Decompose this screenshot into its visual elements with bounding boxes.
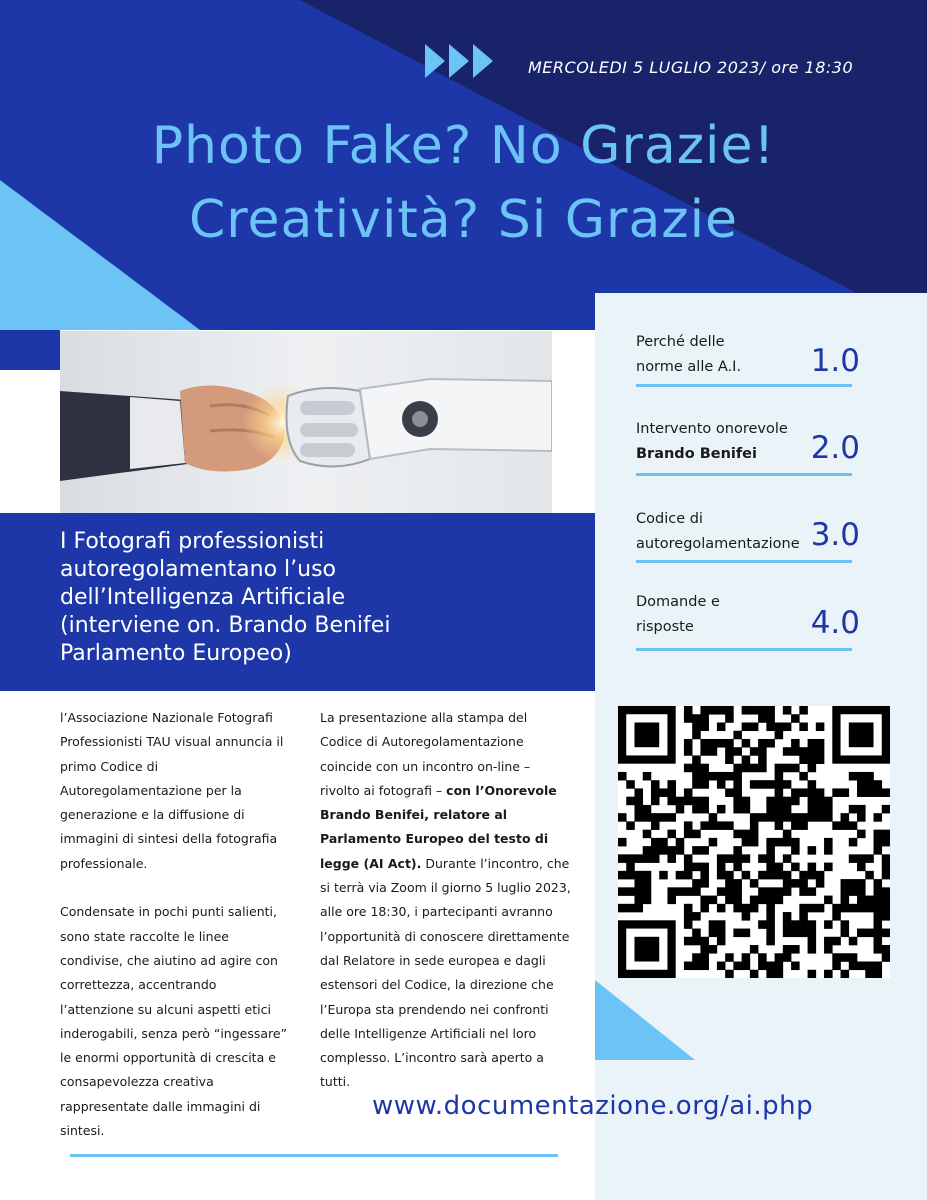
body-paragraph: La presentazione alla stampa del Codice di Autoregolamentazione coincide con un incontro on-line – rivolto ai fotografi – con l’Onorevole Brando Benifei, relatore al Parlamento Europeo del testo di legge (AI Act). Durante l’incontro, che si terrà via Zoom il giorno 5 luglio 2023, alle ore 18:30, i partecipanti avranno l’opportunità di conoscere direttamente dal Relatore in sede europea e dagli estensori del Codice, la direzione che l’Europa sta prendendo nei confronti delle Intelligenze Artificiali nel loro complesso. L’incontro sarà aperto a tutti.	[320, 710, 571, 1090]
subheading-line: (interviene on. Brando Benifei	[60, 613, 391, 638]
divider	[636, 560, 852, 563]
event-date: MERCOLEDI 5 LUGLIO 2023/ ore 18:30	[528, 58, 854, 77]
subheading	[60, 528, 580, 668]
robot-human-fist-bump-image	[60, 331, 552, 513]
subheading-line: dell’Intelligenza Artificiale	[60, 585, 346, 610]
qr-code[interactable]	[618, 706, 890, 978]
body-column-right	[320, 706, 572, 1095]
subheading-line: Parlamento Europeo)	[60, 641, 292, 666]
agenda-number: 2.0	[810, 430, 860, 466]
website-link[interactable]: www.documentazione.org/ai.php	[372, 1091, 814, 1121]
highlight-text: con l’Onorevole Brando Benifei, relatore al Parlamento Europeo del testo di legge (AI Act).	[320, 782, 557, 871]
divider	[636, 648, 852, 651]
body-paragraph: l’Associazione Nazionale Fotografi Professionisti TAU visual annuncia il primo Codice di Autoregolamentazione per la generazione e la diffusione di immagini di sintesi della fotografia professionale.	[60, 710, 284, 871]
body-paragraph: Condensate in pochi punti salienti, sono state raccolte le linee condivise, che aiutino ad agire con correttezza, accentrando l’attenzione su alcuni aspetti etici inderogabili, senza però “ingessare” le enormi opportunità di crescita e consapevolezza creativa rappresentate dalle immagini di sintesi.	[60, 904, 288, 1139]
agenda-number: 4.0	[810, 605, 860, 641]
decorative-band	[0, 330, 60, 370]
divider	[636, 384, 852, 387]
triple-chevron-right-icon	[425, 44, 497, 78]
divider	[636, 473, 852, 476]
body-column-left	[60, 706, 292, 1143]
agenda-number: 1.0	[810, 343, 860, 379]
divider	[70, 1154, 558, 1157]
page-title-line2: Creatività? Si Grazie	[188, 190, 739, 250]
subheading-line: autoregolamentano l’uso	[60, 557, 337, 582]
agenda-number: 3.0	[810, 517, 860, 553]
page-title-line1: Photo Fake? No Grazie!	[151, 116, 776, 176]
subheading-line: I Fotografi professionisti	[60, 529, 325, 554]
